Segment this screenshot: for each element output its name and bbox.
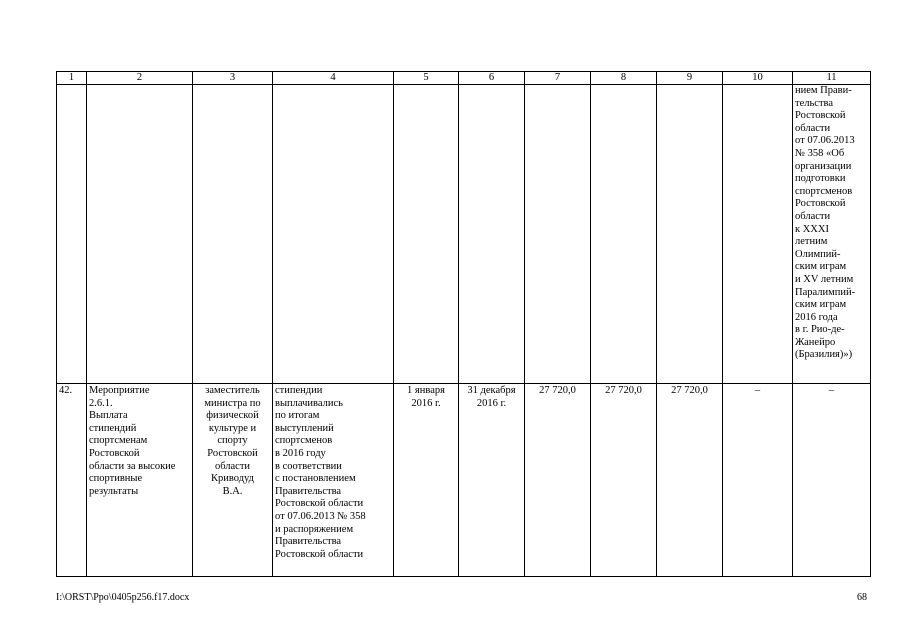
result-cell: стипендии выплачивались по итогам выступлений спортсменов в 2016 году в соответствии с постановлением Правительства Ростовской области от 07.06.2013 № 358 и распоряжением Правительства Ростовской области	[273, 384, 394, 577]
amount-cell-9: 27 720,0	[657, 384, 723, 577]
header-cell-1: 1	[57, 72, 87, 85]
header-cell-11: 11	[793, 72, 871, 85]
table-cell	[657, 85, 723, 384]
responsible-person-cell: заместитель министра по физической культуре и спорту Ростовской области Криводуд В.А.	[193, 384, 273, 577]
table-cell	[57, 85, 87, 384]
table-cell	[273, 85, 394, 384]
amount-cell-7: 27 720,0	[525, 384, 591, 577]
header-cell-6: 6	[459, 72, 525, 85]
header-cell-7: 7	[525, 72, 591, 85]
table-row-42	[57, 384, 871, 577]
table-cell	[394, 85, 459, 384]
event-name-cell: Мероприятие 2.6.1. Выплата стипендий спортсменам Ростовской области за высокие спортивные результаты	[87, 384, 193, 577]
continuation-note-cell: нием Прави- тельства Ростовской области от 07.06.2013 № 358 «Об организации подготовки спортсменов Ростовской области к XXXI летним Олимпий- ским играм и XV летним Паралимпий- ским играм 2016 года в г. Рио-де- Жанейро (Бразилия)»)	[793, 85, 871, 384]
amount-cell-10: –	[723, 384, 793, 577]
header-cell-4: 4	[273, 72, 394, 85]
table-cell	[591, 85, 657, 384]
header-cell-9: 9	[657, 72, 723, 85]
report-table	[56, 71, 871, 577]
header-cell-8: 8	[591, 72, 657, 85]
file-path-footer: I:\ORST\Ppo\0405p256.f17.docx	[56, 592, 190, 603]
amount-cell-11: –	[793, 384, 871, 577]
table-cell	[525, 85, 591, 384]
header-cell-3: 3	[193, 72, 273, 85]
row-number-cell: 42.	[57, 384, 87, 577]
header-cell-5: 5	[394, 72, 459, 85]
table-cell	[459, 85, 525, 384]
column-number-row	[57, 72, 871, 85]
table-cell	[193, 85, 273, 384]
table-cell	[723, 85, 793, 384]
header-cell-2: 2	[87, 72, 193, 85]
header-cell-10: 10	[723, 72, 793, 85]
start-date-cell: 1 января 2016 г.	[394, 384, 459, 577]
end-date-cell: 31 декабря 2016 г.	[459, 384, 525, 577]
table-cell	[87, 85, 193, 384]
amount-cell-8: 27 720,0	[591, 384, 657, 577]
page-number: 68	[857, 592, 867, 603]
continuation-row	[57, 85, 871, 384]
